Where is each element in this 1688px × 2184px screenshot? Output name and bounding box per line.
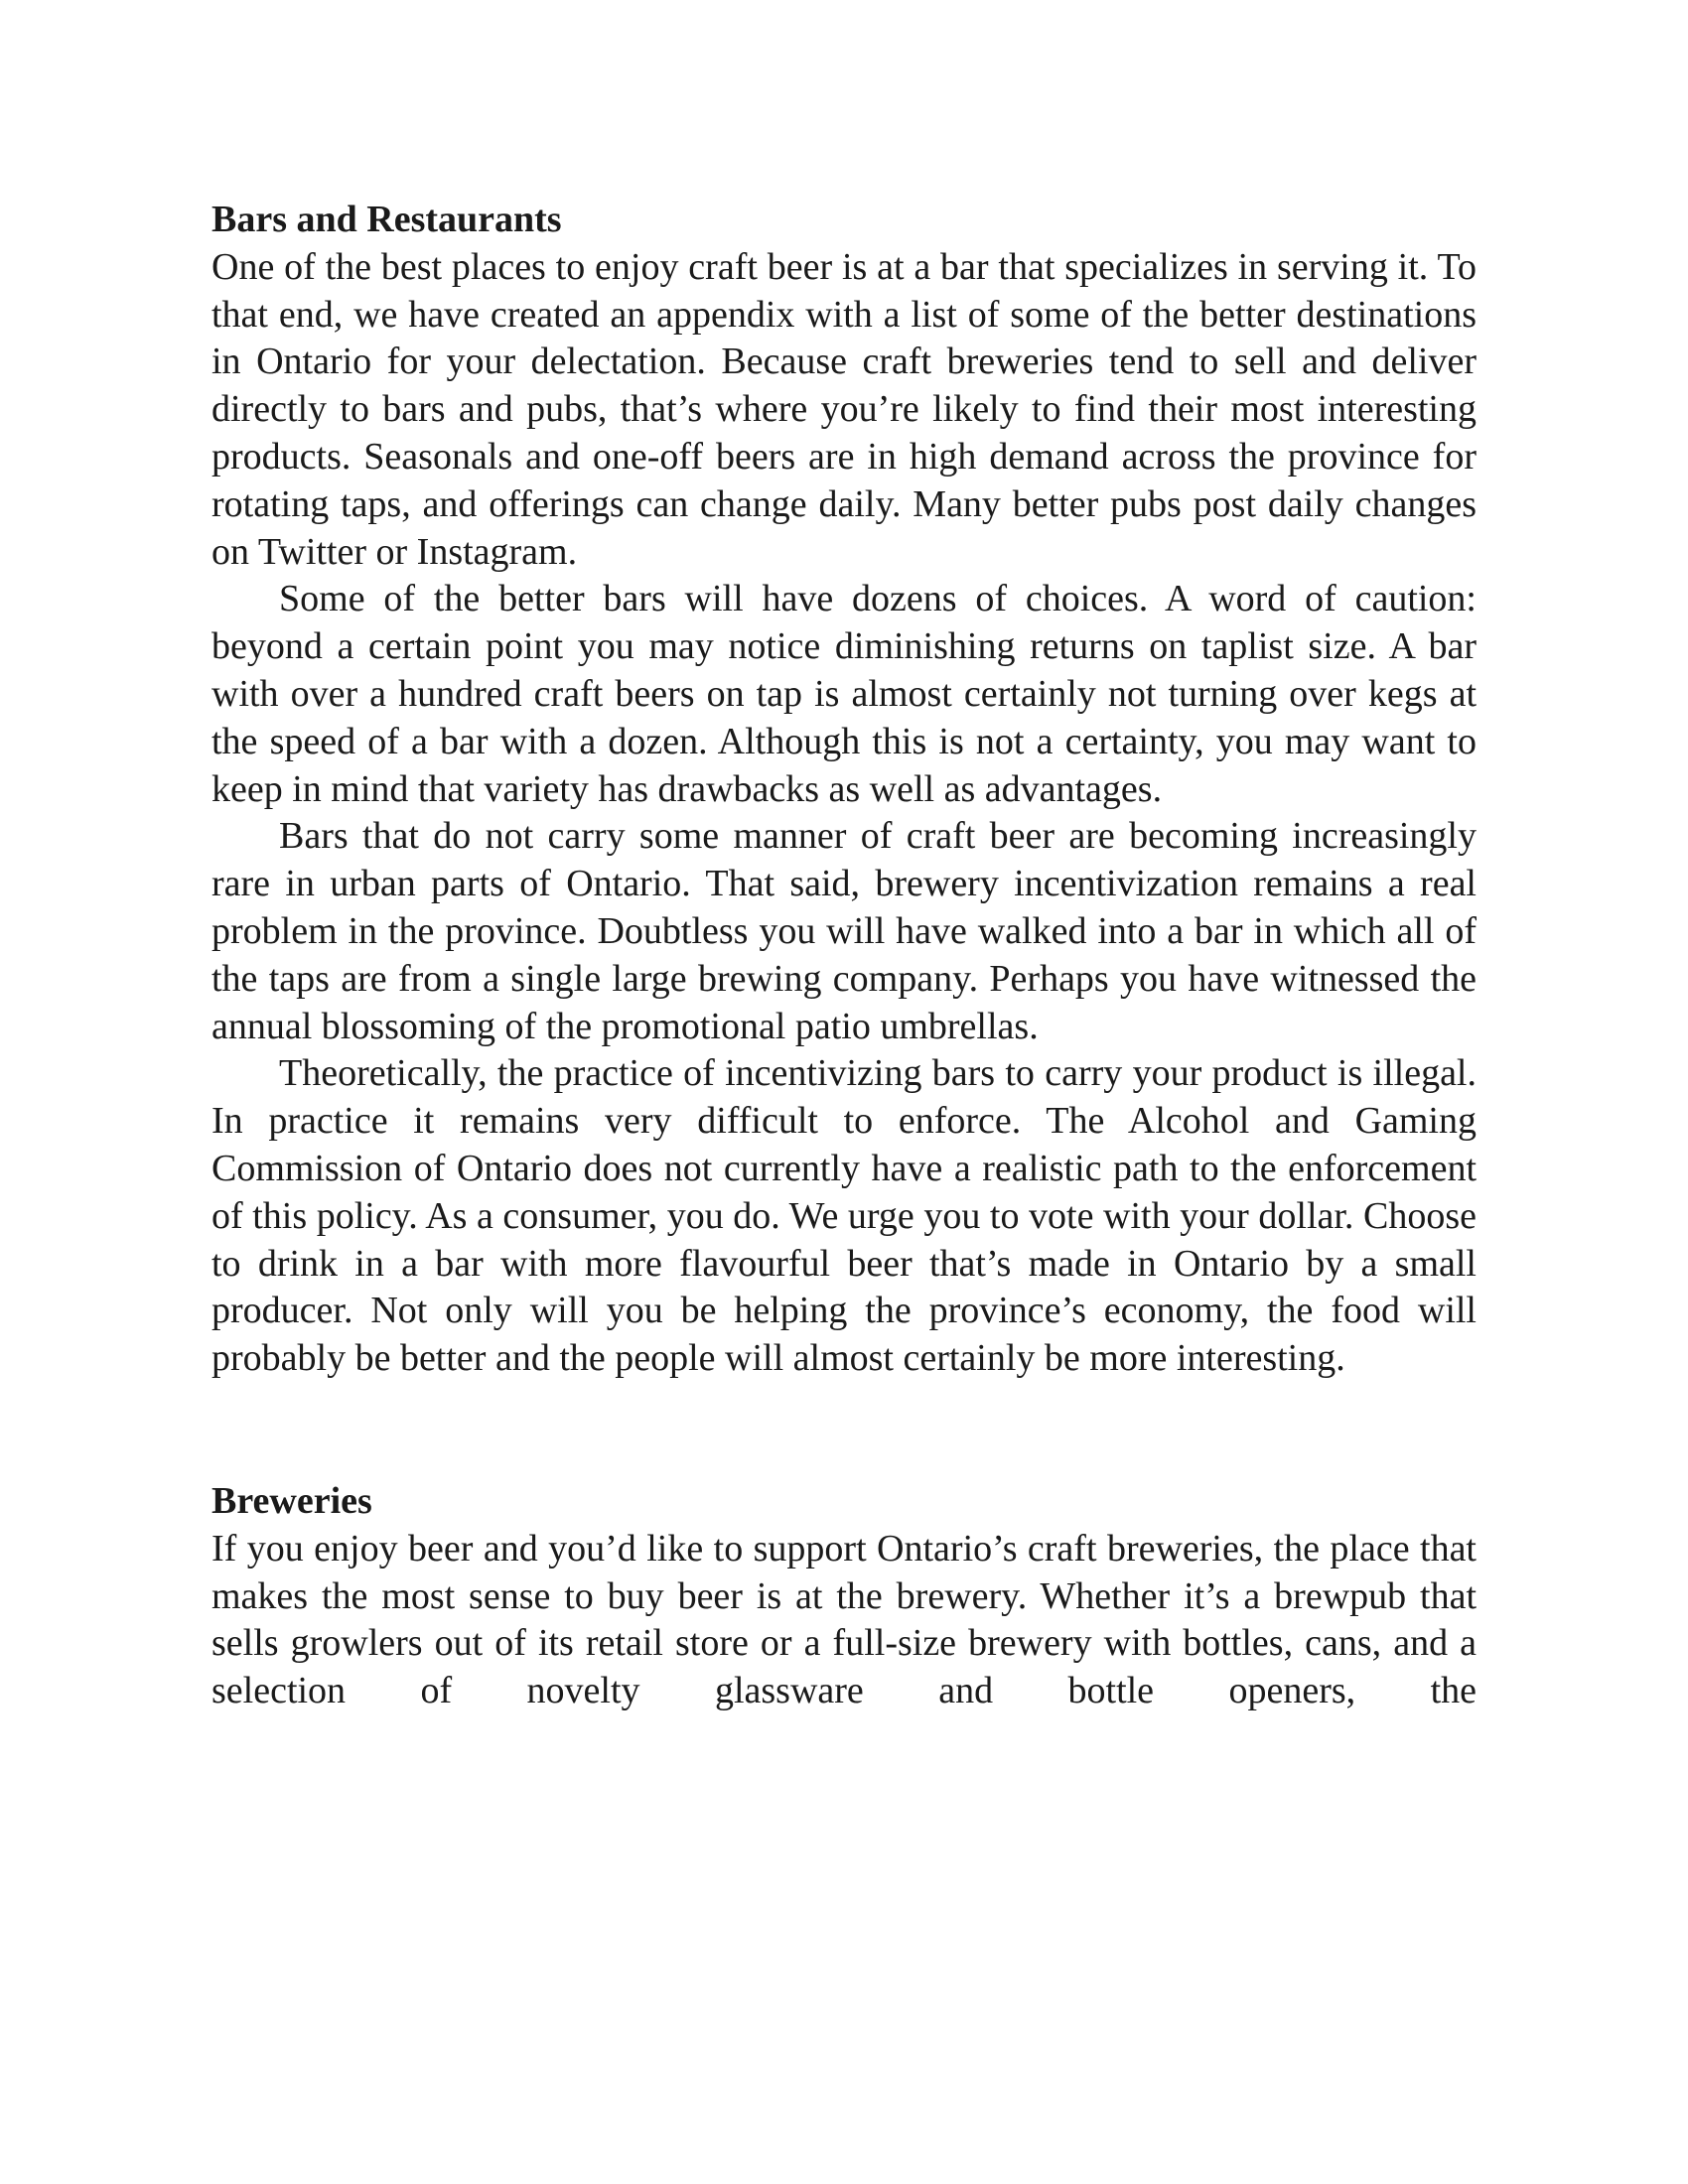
paragraph: Theoretically, the practice of incentivizing bars to carry your product is illegal. In practice it remains very difficult to enforce. The Alcohol and Gaming Commission of Ontario does not currently have a realistic path to the enforcement of this policy. As a consumer, you do. We urge you to vote with your dollar. Choose to drink in a bar with more flavourful beer that’s made in Ontario by a small producer. Not only will you be helping the province’s economy, the food will probably be better and the people will almost certainly be more interesting. <box>211 1052 1477 1380</box>
document-page <box>211 197 1477 1715</box>
paragraph: One of the best places to enjoy craft beer is at a bar that specializes in serving it. To that end, we have created an appendix with a list of some of the better destinations in Ontario for your delectation. Because craft breweries tend to sell and deliver directly to bars and pubs, that’s where you’re likely to find their most interesting products. Seasonals and one-off beers are in high demand across the province for rotating taps, and offerings can change daily. Many better pubs post daily changes on Twitter or Instagram. <box>211 245 1477 573</box>
section-heading-bars: Bars and Restaurants <box>211 199 562 240</box>
paragraph: If you enjoy beer and you’d like to support Ontario’s craft breweries, the place that makes the most sense to buy beer is at the brewery. Whether it’s a brewpub that sells growlers out of its retail store or a full-size brewery with bottles, cans, and a selection of novelty glassware and bottle openers, the <box>211 1527 1477 1712</box>
section-heading-breweries: Breweries <box>211 1479 372 1522</box>
paragraph: Bars that do not carry some manner of craft beer are becoming increasingly rare in urban parts of Ontario. That said, brewery incentivization remains a real problem in the province. Doubtless you will have walked into a bar in which all of the taps are from a single large brewing company. Perhaps you have witnessed the annual blossoming of the promotional patio umbrellas. <box>211 815 1477 1047</box>
paragraph: Some of the better bars will have dozens of choices. A word of caution: beyond a certain point you may notice diminishing returns on taplist size. A bar with over a hundred craft beers on tap is almost certainly not turning over kegs at the speed of a bar with a dozen. Although this is not a certainty, you may want to keep in mind that variety has drawbacks as well as advantages. <box>211 578 1477 810</box>
section-spacer <box>211 1383 1477 1478</box>
